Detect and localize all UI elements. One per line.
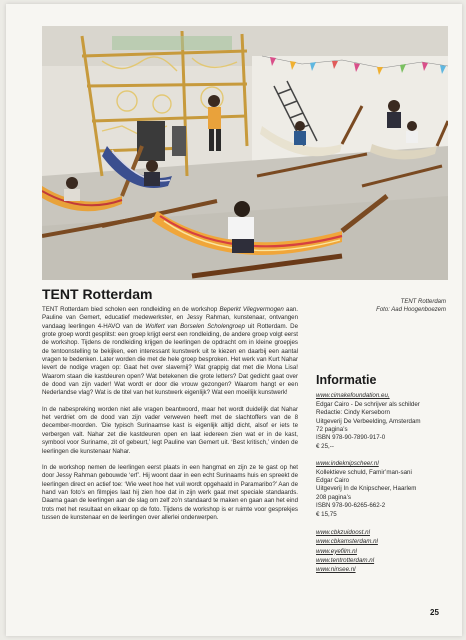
paragraph-text: aan. Pauline van Gemert, educatief medewerkster, en Jessy Rahman, kunstenaar, ontvangen vandaag leerlingen 4-HAVO van de bbox=[42, 306, 298, 330]
info-sidebar bbox=[316, 373, 450, 574]
article-paragraph-2: In de nabespreking worden niet alle vragen beantwoord, maar het wordt duidelijk dat Nahar het verdriet om de dood van zijn vader verweven heeft met de slachtoffers van de 8 december-moorden. ‘Die typisch Surinaamse kast is eigenlijk altijd dicht, alsof er iets te verbergen valt. Nahar zet die kastdeuren open en laat iedereen zien wat er in de kast, symbool voor Suriname, zit of gebeurt,’ legt Pauline van Gemert uit. ‘Best kritisch,’ vinden de leerlingen die kunstenaar Nahar. bbox=[42, 405, 298, 455]
book-1-publisher: Uitgeverij De Verbeelding, Amsterdam bbox=[316, 417, 421, 425]
page-number: 25 bbox=[430, 608, 439, 617]
paragraph-text: TENT Rotterdam bied scholen een rondleiding en de workshop bbox=[42, 306, 220, 313]
book-2-price: € 15,75 bbox=[316, 510, 337, 518]
book-2-publisher: Uitgeverij In de Knipscheer, Haarlem bbox=[316, 485, 417, 493]
book-1-price: € 25,-- bbox=[316, 442, 334, 450]
book-2-author: Edgar Cairo bbox=[316, 477, 350, 485]
caption-credit: Foto: Aad Hoogenboezem bbox=[376, 307, 446, 313]
info-book-1 bbox=[316, 392, 450, 451]
link-tentrotterdam[interactable]: www.tentrotterdam.nl bbox=[316, 556, 375, 564]
link-ninsee[interactable]: www.ninsee.nl bbox=[316, 565, 356, 573]
article-paragraph-1 bbox=[42, 306, 298, 398]
info-heading: Informatie bbox=[316, 373, 377, 387]
link-cbkzuidoost[interactable]: www.cbkzuidoost.nl bbox=[316, 529, 370, 537]
book-1-editor: Redactie: Cindy Kerseborn bbox=[316, 409, 390, 417]
book-1-pages: 72 pagina’s bbox=[316, 426, 348, 434]
book-1-link[interactable]: www.cimakefoundation.eu, bbox=[316, 392, 390, 400]
paragraph-text: uit Rotterdam. De grote groep wordt gesplitst: een groep krijgt eerst een rondleiding, de andere groep volgt eerst de workshop. Tijdens de rondleiding krijgen de leerlingen de opdracht om in kleine groepjes de tentoonstelling te bekijken, een interessant kunstwerk uit te kiezen en daarbij een aantal vragen te bedenken. Later worden die met de hele groep besproken. Het werk van Kurt Nahar levert de nodige vragen op: Gaat het over slavernij? Wat grappig dat met die Mona Lisa! Waarom staan die kastdeuren open? Wat betekenen die grote letters? Dat gedicht gaat over de dood van zijn vader! Wat wordt er door die vrouw gezongen? Waarom hangt er een Nederlandse vlag? Wat is de titel van het kunstwerk eigenlijk? Wat een moeilijk kunstwerk! bbox=[42, 322, 299, 397]
info-links bbox=[316, 528, 450, 574]
school-name: Wolfert van Borselen Scholengroep bbox=[145, 322, 245, 330]
workshop-name: Beperkt Vliegvermogen bbox=[219, 306, 284, 313]
magazine-page bbox=[6, 4, 462, 636]
info-book-2 bbox=[316, 460, 450, 519]
article-title: TENT Rotterdam bbox=[42, 286, 153, 302]
book-2-link[interactable]: www.indeknipscheer.nl bbox=[316, 460, 379, 468]
book-1-isbn: ISBN 978-90-7890-917-0 bbox=[316, 434, 386, 442]
link-cbkamsterdam[interactable]: www.cbkamsterdam.nl bbox=[316, 538, 378, 546]
article-paragraph-3: In de workshop nemen de leerlingen eerst plaats in een hangmat en zijn ze te gast op het door Jessy Rahman gebouwde ‘erf’. Hij woont daar in een echt Surinaams huis en spreekt de leerlingen direct en actief toe: ‘Wie weet hoe het vuil wordt opgehaald in Paramaribo?’ Aan de hand van foto’s en filmpjes laat hij zien hoe dat in zijn werk gaat met speciale standaards. Daarna gaan de leerlingen aan de slag om zelf zo’n standaard te maken en gaan aan het eind trots met het resultaat en elkaar op de foto. Tijdens de workshop is er ruimte voor gesprekjes tussen de kunstenaar en de leerlingen over allerlei onderwerpen. bbox=[42, 463, 298, 521]
article-body bbox=[42, 306, 298, 530]
exhibition-photo bbox=[42, 26, 448, 280]
book-2-title: Kollektieve schuld, Famir’man-sani bbox=[316, 468, 412, 476]
caption-title: TENT Rotterdam bbox=[400, 299, 446, 305]
link-eyefilm[interactable]: www.eyefilm.nl bbox=[316, 547, 357, 555]
photo-caption bbox=[336, 298, 446, 314]
book-1-title: Edgar Cairo - De schrijver als schilder bbox=[316, 400, 420, 408]
book-2-isbn: ISBN 978-90-6265-662-2 bbox=[316, 502, 386, 510]
book-2-pages: 208 pagina’s bbox=[316, 493, 351, 501]
